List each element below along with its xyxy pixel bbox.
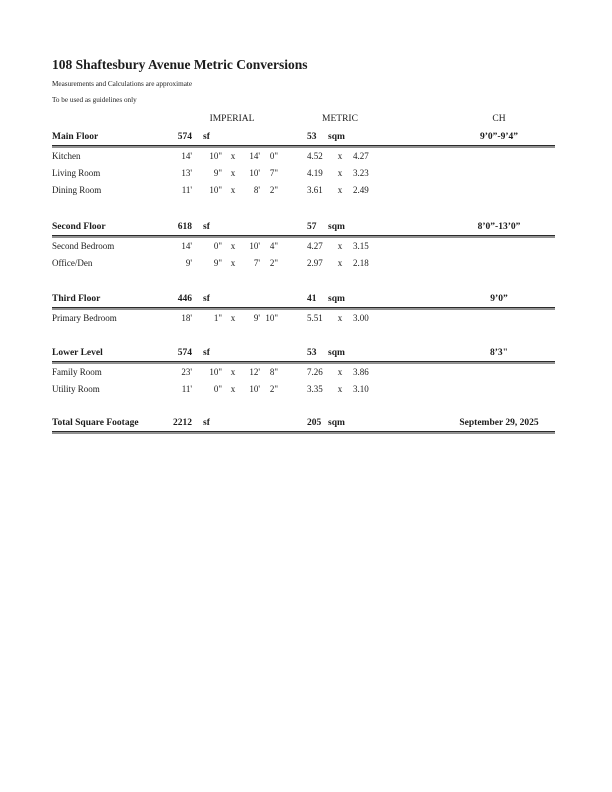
- room-metric1: 7.26: [307, 367, 323, 377]
- dimension-separator: x: [337, 384, 343, 394]
- total-area-sf: 2212: [173, 418, 192, 428]
- section-area-sqm: 53: [307, 132, 317, 142]
- room-ft1: 14': [181, 241, 192, 251]
- dimension-separator: x: [337, 241, 343, 251]
- room-metric2: 2.18: [353, 258, 369, 268]
- room-name: Dining Room: [52, 185, 102, 195]
- room-metric2: 2.49: [353, 185, 369, 195]
- room-row: [0, 167, 612, 180]
- unit-sf: sf: [203, 132, 210, 142]
- section-area-sf: 618: [177, 222, 192, 232]
- dimension-separator: x: [230, 313, 236, 323]
- room-metric1: 5.51: [307, 313, 323, 323]
- room-in1: 0": [213, 241, 222, 251]
- unit-sqm: sqm: [328, 222, 345, 232]
- room-metric1: 3.61: [307, 185, 323, 195]
- column-header-ch: CH: [492, 114, 506, 124]
- room-in2: 10": [265, 313, 278, 323]
- room-ft2: 10': [249, 384, 260, 394]
- dimension-separator: x: [337, 151, 343, 161]
- dimension-separator: x: [230, 367, 236, 377]
- column-header-metric: METRIC: [322, 114, 358, 124]
- section-header-row: [0, 293, 612, 306]
- room-name: Primary Bedroom: [52, 313, 117, 323]
- disclaimer-line-1: Measurements and Calculations are approximate: [52, 80, 193, 88]
- room-in2: 2": [269, 384, 278, 394]
- room-row: [0, 257, 612, 270]
- room-name: Kitchen: [52, 151, 81, 161]
- section-area-sf: 446: [177, 294, 192, 304]
- room-row: [0, 312, 612, 325]
- room-in2: 4": [269, 241, 278, 251]
- room-row: [0, 240, 612, 253]
- room-ft1: 9': [185, 258, 192, 268]
- room-in2: 2": [269, 258, 278, 268]
- room-ft1: 11': [181, 185, 192, 195]
- room-name: Office/Den: [52, 258, 93, 268]
- unit-sf: sf: [203, 222, 210, 232]
- room-in1: 0": [213, 384, 222, 394]
- section-header-row: [0, 221, 612, 234]
- dimension-separator: x: [337, 168, 343, 178]
- section-ceiling-height: 9’0”: [490, 294, 508, 304]
- room-row: [0, 366, 612, 379]
- section-divider-rule: [52, 235, 555, 238]
- room-metric1: 2.97: [307, 258, 323, 268]
- room-ft2: 8': [253, 185, 260, 195]
- room-ft1: 11': [181, 384, 192, 394]
- section-name: Lower Level: [52, 348, 103, 358]
- section-header-row: [0, 347, 612, 360]
- section-divider-rule: [52, 361, 555, 364]
- total-area-sqm: 205: [307, 418, 322, 428]
- room-metric1: 4.52: [307, 151, 323, 161]
- section-ceiling-height: 8’3": [490, 348, 508, 358]
- document-date: September 29, 2025: [459, 418, 539, 428]
- room-in1: 1": [213, 313, 222, 323]
- room-in2: 8": [269, 367, 278, 377]
- room-ft2: 14': [249, 151, 260, 161]
- total-divider-rule: [52, 431, 555, 434]
- room-in1: 10": [209, 151, 222, 161]
- room-ft2: 10': [249, 241, 260, 251]
- room-ft2: 7': [253, 258, 260, 268]
- room-metric2: 3.86: [353, 367, 369, 377]
- dimension-separator: x: [230, 168, 236, 178]
- column-header-imperial: IMPERIAL: [209, 114, 255, 124]
- dimension-separator: x: [337, 185, 343, 195]
- room-in1: 10": [209, 185, 222, 195]
- room-in2: 0": [269, 151, 278, 161]
- section-ceiling-height: 8’0”-13’0”: [477, 222, 521, 232]
- room-row: [0, 383, 612, 396]
- room-metric1: 4.19: [307, 168, 323, 178]
- unit-sf: sf: [203, 294, 210, 304]
- total-label: Total Square Footage: [52, 418, 139, 428]
- dimension-separator: x: [337, 313, 343, 323]
- dimension-separator: x: [230, 151, 236, 161]
- room-ft2: 12': [249, 367, 260, 377]
- dimension-separator: x: [337, 367, 343, 377]
- column-header-row: [0, 113, 612, 126]
- section-area-sqm: 53: [307, 348, 317, 358]
- section-area-sqm: 57: [307, 222, 317, 232]
- room-ft1: 18': [181, 313, 192, 323]
- dimension-separator: x: [337, 258, 343, 268]
- room-row: [0, 184, 612, 197]
- unit-sf: sf: [203, 418, 210, 428]
- room-in1: 9": [213, 258, 222, 268]
- section-header-row: [0, 131, 612, 144]
- unit-sqm: sqm: [328, 418, 345, 428]
- dimension-separator: x: [230, 384, 236, 394]
- section-area-sqm: 41: [307, 294, 317, 304]
- section-ceiling-height: 9’0”-9’4”: [480, 132, 518, 142]
- section-name: Second Floor: [52, 222, 106, 232]
- room-ft1: 13': [181, 168, 192, 178]
- dimension-separator: x: [230, 241, 236, 251]
- unit-sf: sf: [203, 348, 210, 358]
- unit-sqm: sqm: [328, 348, 345, 358]
- section-divider-rule: [52, 145, 555, 148]
- unit-sqm: sqm: [328, 132, 345, 142]
- total-row: [0, 417, 612, 430]
- room-metric1: 4.27: [307, 241, 323, 251]
- room-metric1: 3.35: [307, 384, 323, 394]
- room-ft1: 23': [181, 367, 192, 377]
- room-name: Family Room: [52, 367, 102, 377]
- room-row: [0, 150, 612, 163]
- room-name: Living Room: [52, 168, 101, 178]
- room-metric2: 3.10: [353, 384, 369, 394]
- room-ft2: 9': [253, 313, 260, 323]
- section-name: Third Floor: [52, 294, 101, 304]
- room-in2: 7": [269, 168, 278, 178]
- room-ft1: 14': [181, 151, 192, 161]
- room-name: Second Bedroom: [52, 241, 115, 251]
- room-in1: 10": [209, 367, 222, 377]
- room-metric2: 4.27: [353, 151, 369, 161]
- disclaimer-line-2: To be used as guidelines only: [52, 96, 137, 104]
- section-name: Main Floor: [52, 132, 99, 142]
- room-in2: 2": [269, 185, 278, 195]
- room-metric2: 3.00: [353, 313, 369, 323]
- unit-sqm: sqm: [328, 294, 345, 304]
- section-area-sf: 574: [177, 132, 192, 142]
- dimension-separator: x: [230, 185, 236, 195]
- dimension-separator: x: [230, 258, 236, 268]
- room-metric2: 3.23: [353, 168, 369, 178]
- section-area-sf: 574: [177, 348, 192, 358]
- section-divider-rule: [52, 307, 555, 310]
- room-in1: 9": [213, 168, 222, 178]
- room-ft2: 10': [249, 168, 260, 178]
- room-name: Utility Room: [52, 384, 100, 394]
- page-title: 108 Shaftesbury Avenue Metric Conversions: [52, 57, 308, 72]
- room-metric2: 3.15: [353, 241, 369, 251]
